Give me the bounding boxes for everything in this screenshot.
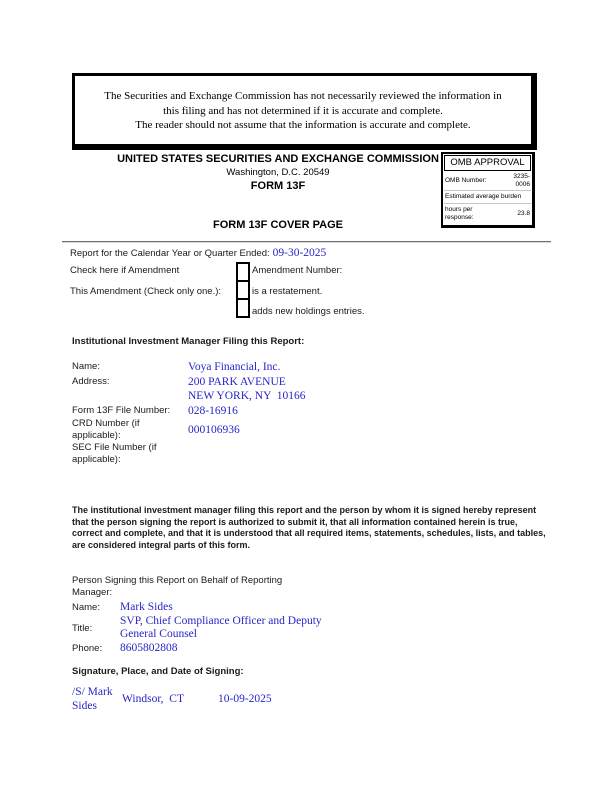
signature-value: /S/ Mark Sides [72,686,116,712]
manager-name-label: Name: [72,361,100,373]
adds-holdings-label: adds new holdings entries. [252,306,365,317]
manager-address-row2 [72,389,542,404]
signer-name-value: Mark Sides [120,600,173,613]
adds-holdings-checkbox[interactable] [236,298,250,318]
omb-number-row [444,171,531,191]
agency-name: UNITED STATES SECURITIES AND EXCHANGE COMMISSION [117,153,439,165]
signature-date-value: 10-09-2025 [218,692,272,705]
amendment-checkbox-stack [236,262,250,318]
section-divider [62,241,551,243]
manager-name-value: Voya Financial, Inc. [188,361,281,374]
disclaimer-line-2: this filing and has not determined if it is accurate and complete. [163,104,443,117]
cover-page-title: FORM 13F COVER PAGE [213,219,343,231]
representation-paragraph: The institutional investment manager filing this report and the person by whom it is signed hereby represent that the person signing the report is authorized to submit it, that all information contained herein is true, correct and complete, and that it is understood that all required items, statements, schedules, lists, and tables, are considered integral parts of this form. [72,505,546,550]
file-number-label: Form 13F File Number: [72,404,171,416]
signature-row [72,686,372,713]
report-period-value: 09-30-2025 [272,247,327,259]
signer-section-title: Person Signing this Report on Behalf of Reporting Manager: [72,575,283,598]
signer-title-label: Title: [72,622,93,634]
disclaimer-line-3: The reader should not assume that the information is accurate and complete. [135,119,471,131]
file-number-row [72,404,542,419]
amendment-check-label: Check here if Amendment [70,265,180,276]
signer-name-label: Name: [72,601,100,613]
omb-hours-label: hours per response: [445,206,474,221]
amendment-checkbox[interactable] [236,262,250,282]
manager-address-label: Address: [72,375,110,387]
manager-name-row [72,360,542,375]
restatement-label: is a restatement. [252,286,323,297]
amendment-type-label: This Amendment (Check only one.): [70,286,222,297]
amendment-number-label: Amendment Number: [252,265,343,276]
agency-location: Washington, D.C. 20549 [226,166,330,178]
header-block [72,153,484,192]
manager-section-title: Institutional Investment Manager Filing this Report: [72,336,305,347]
manager-section [72,336,542,466]
crd-number-label: CRD Number (if applicable): [72,418,140,441]
sec-file-number-label: SEC File Number (if applicable): [72,442,157,465]
omb-number-label: OMB Number: [445,176,487,184]
sec-file-number-row [72,442,542,466]
disclaimer-line-1: The Securities and Exchange Commission has not necessarily reviewed the information in [104,90,502,102]
restatement-checkbox[interactable] [236,280,250,300]
signer-name-row [72,600,472,615]
manager-address-line1: 200 PARK AVENUE [188,375,286,388]
signer-phone-label: Phone: [72,643,103,655]
sec-disclaimer-box [72,73,537,150]
report-period-label: Report for the Calendar Year or Quarter Ended: [70,248,270,259]
signer-phone-value: 8605802808 [120,642,178,654]
signature-place-value: Windsor, CT [122,692,185,705]
omb-approval-title: OMB APPROVAL [444,155,531,171]
report-period-row [70,247,326,259]
omb-burden-line: Estimated average burden [444,191,531,204]
signer-title-value: SVP, Chief Compliance Officer and Deputy General Counsel [120,614,322,640]
crd-number-value: 000106936 [188,424,240,436]
signature-section-title: Signature, Place, and Date of Signing: [72,666,244,677]
signer-title-row [72,615,472,642]
omb-approval-box [441,152,535,228]
signer-section [72,575,472,656]
omb-hours-value: 23.8 [517,209,530,217]
crd-number-row [72,418,542,442]
manager-address-row [72,375,542,390]
manager-address-line2: NEW YORK, NY 10166 [188,390,306,403]
form-name: FORM 13F [250,179,306,192]
omb-number-value: 3235-0006 [513,173,530,188]
file-number-value: 028-16916 [188,404,238,417]
signer-phone-row [72,642,472,657]
